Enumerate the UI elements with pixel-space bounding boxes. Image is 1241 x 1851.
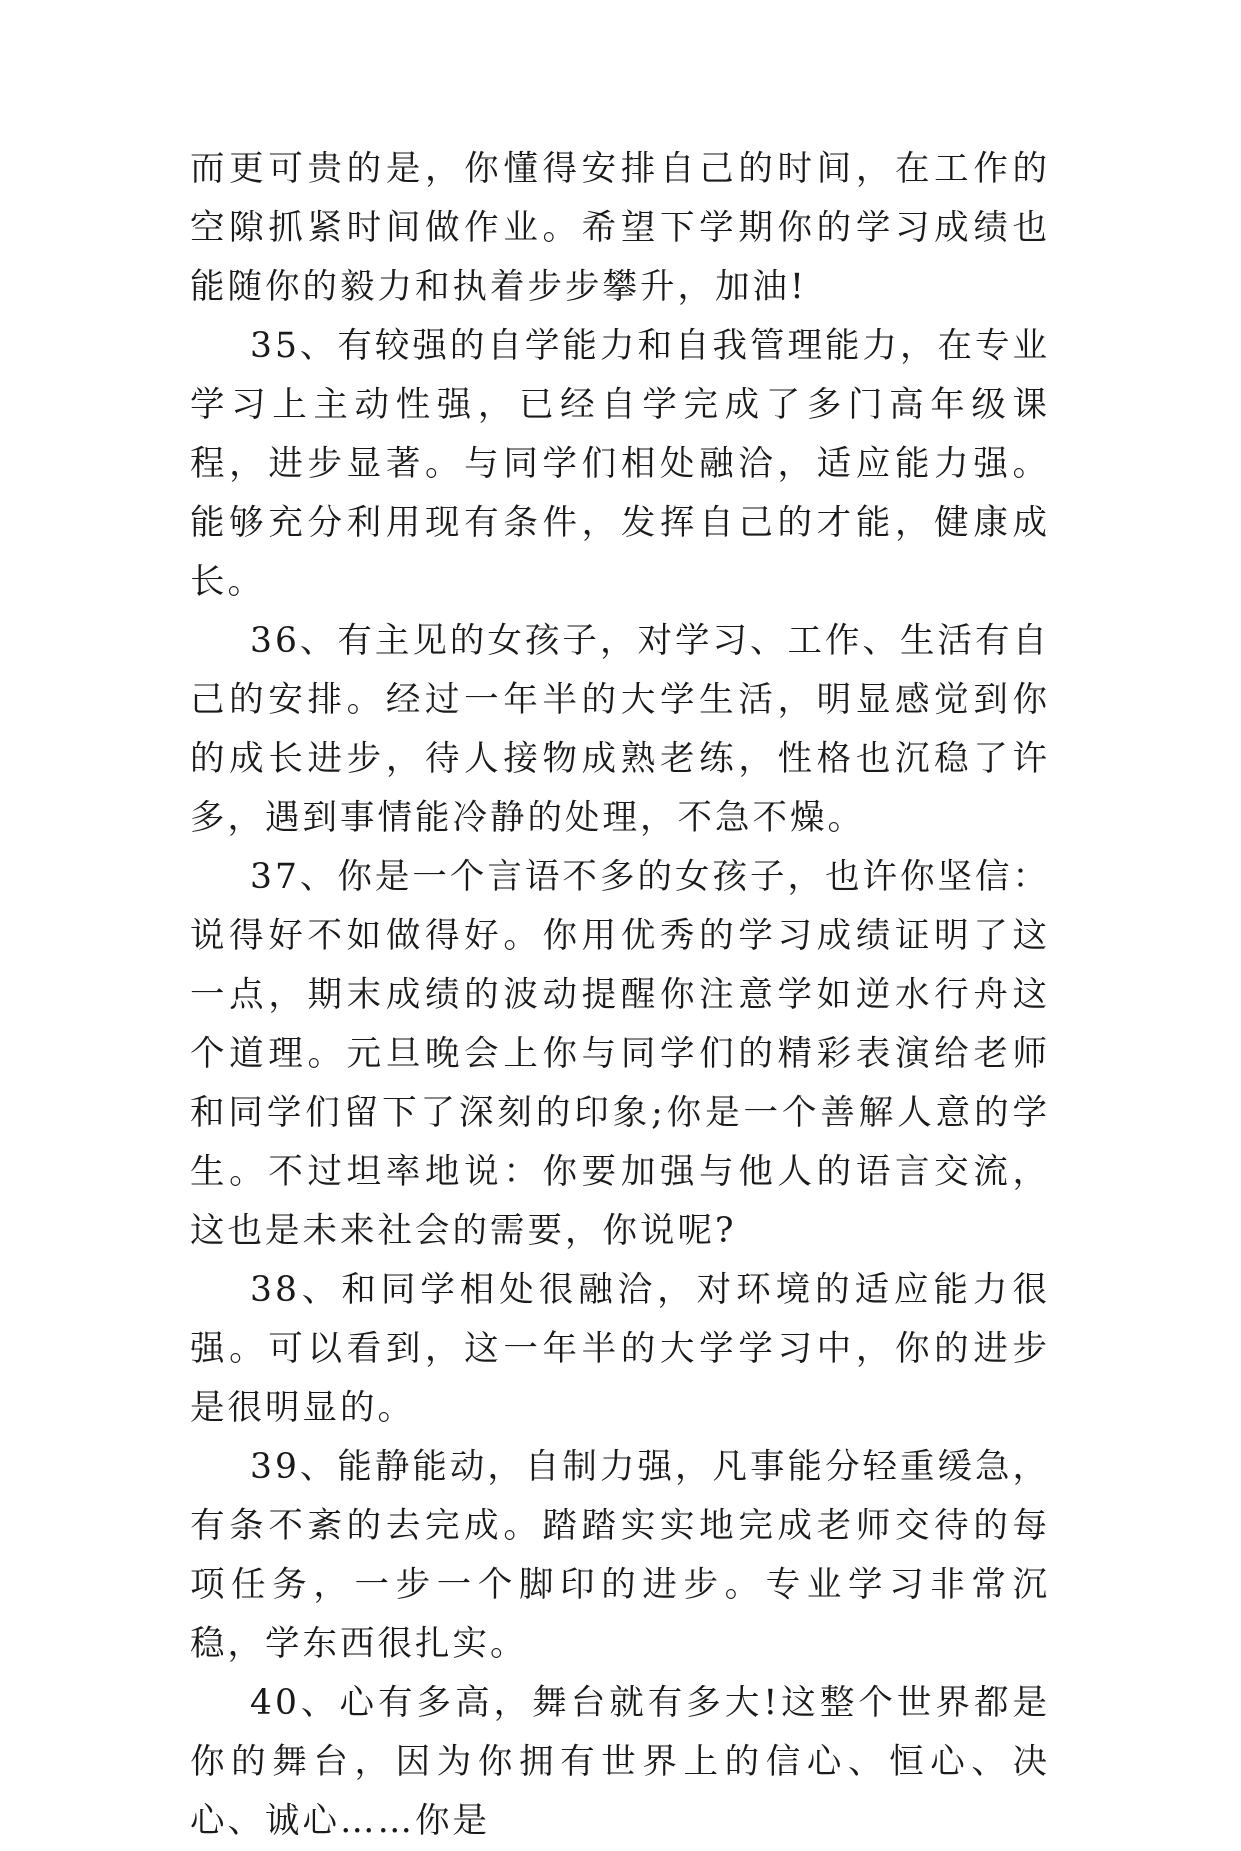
- paragraph-38: 38、和同学相处很融洽，对环境的适应能力很强。可以看到，这一年半的大学学习中，你的进步是很明显的。: [190, 1270, 1050, 1428]
- paragraph-36: 36、有主见的女孩子，对学习、工作、生活有自己的安排。经过一年半的大学生活，明显感觉到你的成长进步，待人接物成熟老练，性格也沉稳了许多，遇到事情能冷静的处理，不急不燥。: [190, 621, 1050, 838]
- paragraph-37: 37、你是一个言语不多的女孩子，也许你坚信：说得好不如做得好。你用优秀的学习成绩证明了这一点，期末成绩的波动提醒你注意学如逆水行舟这个道理。元旦晚会上你与同学们的精彩表演给老师和同学们留下了深刻的印象;你是一个善解人意的学生。不过坦率地说：你要加强与他人的语言交流，这也是未来社会的需要，你说呢?: [190, 857, 1050, 1251]
- paragraph-continued: 而更可贵的是，你懂得安排自己的时间，在工作的空隙抓紧时间做作业。希望下学期你的学习成绩也能随你的毅力和执着步步攀升，加油!: [190, 149, 1050, 307]
- paragraph-40: 40、心有多高，舞台就有多大!这整个世界都是你的舞台，因为你拥有世界上的信心、恒心、决心、诚心……你是: [190, 1683, 1050, 1841]
- document-body: [190, 140, 1050, 1851]
- paragraph-35: 35、有较强的自学能力和自我管理能力，在专业学习上主动性强，已经自学完成了多门高年级课程，进步显著。与同学们相处融洽，适应能力强。能够充分利用现有条件，发挥自己的才能，健康成长。: [190, 326, 1050, 602]
- paragraph-39: 39、能静能动，自制力强，凡事能分轻重缓急，有条不紊的去完成。踏踏实实地完成老师交待的每项任务，一步一个脚印的进步。专业学习非常沉稳，学东西很扎实。: [190, 1447, 1050, 1664]
